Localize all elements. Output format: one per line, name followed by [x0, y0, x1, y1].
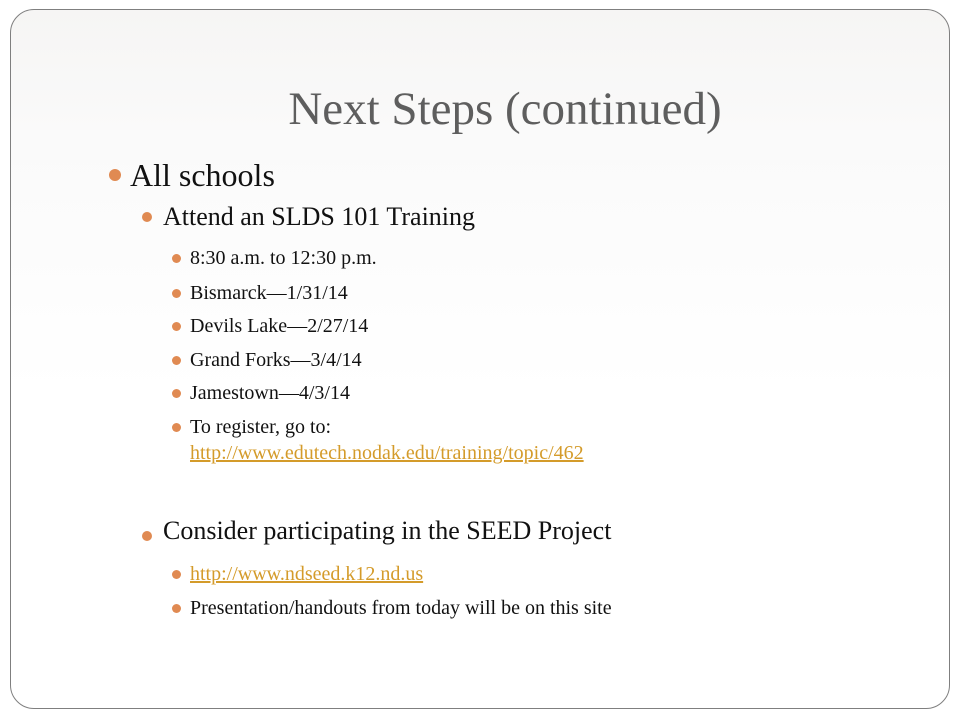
- bullet-icon: [172, 423, 181, 432]
- bullet-icon: [172, 322, 181, 331]
- bullet-icon: [172, 289, 181, 298]
- bullet-icon: [172, 356, 181, 365]
- slide-title: Next Steps (continued): [288, 83, 722, 135]
- training-date-jamestown: Jamestown—4/3/14: [190, 382, 350, 404]
- register-label: To register, go to:: [190, 416, 332, 438]
- seed-note: Presentation/handouts from today will be on this site: [190, 597, 612, 619]
- bullet-icon: [109, 169, 121, 181]
- section-heading: All schools: [130, 157, 275, 193]
- training-date-grand-forks: Grand Forks—3/4/14: [190, 349, 362, 371]
- bullet-icon: [172, 604, 181, 613]
- training-time: 8:30 a.m. to 12:30 p.m.: [190, 247, 377, 269]
- bullet-icon: [172, 389, 181, 398]
- bullet-icon: [142, 212, 152, 222]
- training-date-bismarck: Bismarck—1/31/14: [190, 282, 348, 304]
- seed-heading: Consider participating in the SEED Project: [163, 516, 612, 545]
- bullet-icon: [172, 570, 181, 579]
- training-heading: Attend an SLDS 101 Training: [163, 202, 476, 231]
- seed-link[interactable]: http://www.ndseed.k12.nd.us: [190, 563, 424, 585]
- register-link[interactable]: http://www.edutech.nodak.edu/training/topic/462: [190, 442, 584, 464]
- training-date-devils-lake: Devils Lake—2/27/14: [190, 315, 369, 337]
- bullet-icon: [172, 254, 181, 263]
- bullet-icon: [142, 531, 152, 541]
